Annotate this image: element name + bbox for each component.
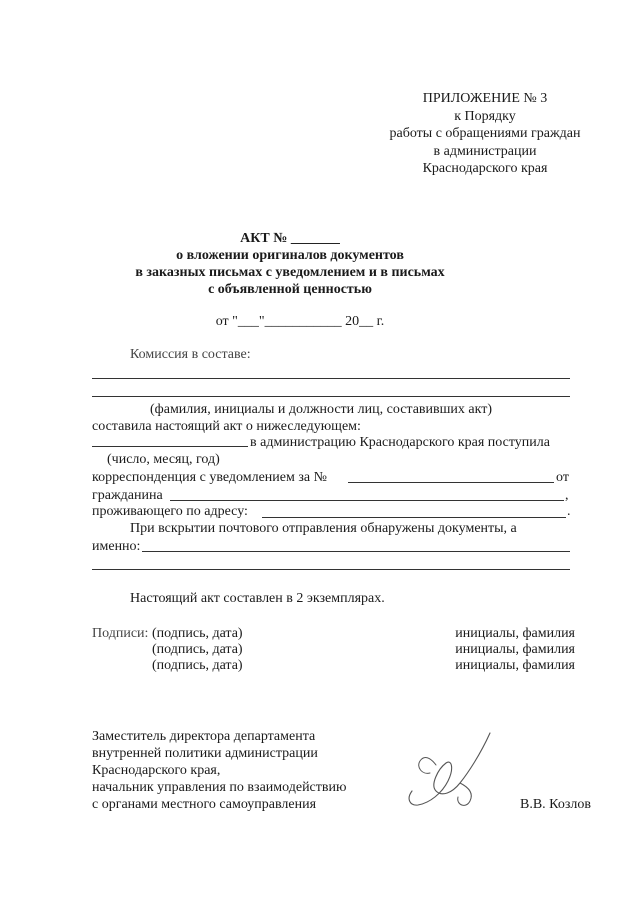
appendix-order: работы с обращениями граждан [389, 126, 581, 141]
signature-row-1-right: инициалы, фамилия [455, 626, 575, 641]
signature-row-3-right: инициалы, фамилия [455, 658, 575, 673]
commission-line-2 [92, 396, 570, 397]
appendix-ref: к Порядку [454, 109, 516, 124]
commission-caption: (фамилия, инициалы и должности лиц, составивших акт) [150, 402, 493, 417]
signature-row-2-left: (подпись, дата) [152, 642, 243, 657]
documents-line-2 [92, 569, 570, 570]
residing-end: . [567, 504, 571, 519]
signature-row-2-right: инициалы, фамилия [455, 642, 575, 657]
commission-line-1 [92, 378, 570, 379]
date-caption: (число, месяц, год) [107, 452, 220, 467]
from-word: от [556, 470, 569, 485]
act-date-line: от "___"___________ 20__ г. [215, 314, 385, 329]
copies-statement: Настоящий акт составлен в 2 экземплярах. [130, 591, 385, 606]
citizen-end: , [565, 488, 569, 503]
citizen-label: гражданина [92, 488, 163, 503]
act-title-line2: в заказных письмах с уведомлением и в письмах [135, 265, 445, 280]
handwritten-signature [390, 725, 510, 815]
documents-line-1 [142, 551, 570, 552]
residing-label: проживающего по адресу: [92, 504, 248, 519]
signer-title-5: с органами местного самоуправления [92, 797, 317, 812]
signer-name: В.В. Козлов [520, 797, 591, 812]
appendix-region: Краснодарского края [422, 161, 548, 176]
commission-composed: составила настоящий акт о нижеследующем: [92, 419, 361, 434]
signer-title-3: Краснодарского края, [92, 763, 221, 778]
signer-title-2: внутренней политики администрации [92, 746, 318, 761]
received-text: в администрацию Краснодарского края поступила [250, 435, 550, 450]
signatures-label: Подписи: [92, 626, 149, 641]
opening-line-1: При вскрытии почтового отправления обнаружены документы, а [130, 521, 517, 536]
appendix-admin: в администрации [433, 144, 537, 159]
signer-title-1: Заместитель директора департамента [92, 729, 316, 744]
signature-row-1-left: (подпись, дата) [152, 626, 243, 641]
act-title-line1: о вложении оригиналов документов [176, 248, 404, 263]
opening-line-2: именно: [92, 539, 141, 554]
residing-line [262, 517, 566, 518]
act-number: АКТ № _______ [240, 231, 340, 246]
appendix-number: ПРИЛОЖЕНИЕ № 3 [422, 91, 548, 106]
signer-title-4: начальник управления по взаимодействию [92, 780, 347, 795]
commission-label: Комиссия в составе: [130, 347, 251, 362]
correspondence-number-line [348, 482, 554, 483]
received-date-line [92, 446, 248, 447]
citizen-line [170, 500, 564, 501]
act-title-line3: с объявленной ценностью [208, 282, 372, 297]
signature-row-3-left: (подпись, дата) [152, 658, 243, 673]
correspondence-label: корреспонденция с уведомлением за № [92, 470, 327, 485]
